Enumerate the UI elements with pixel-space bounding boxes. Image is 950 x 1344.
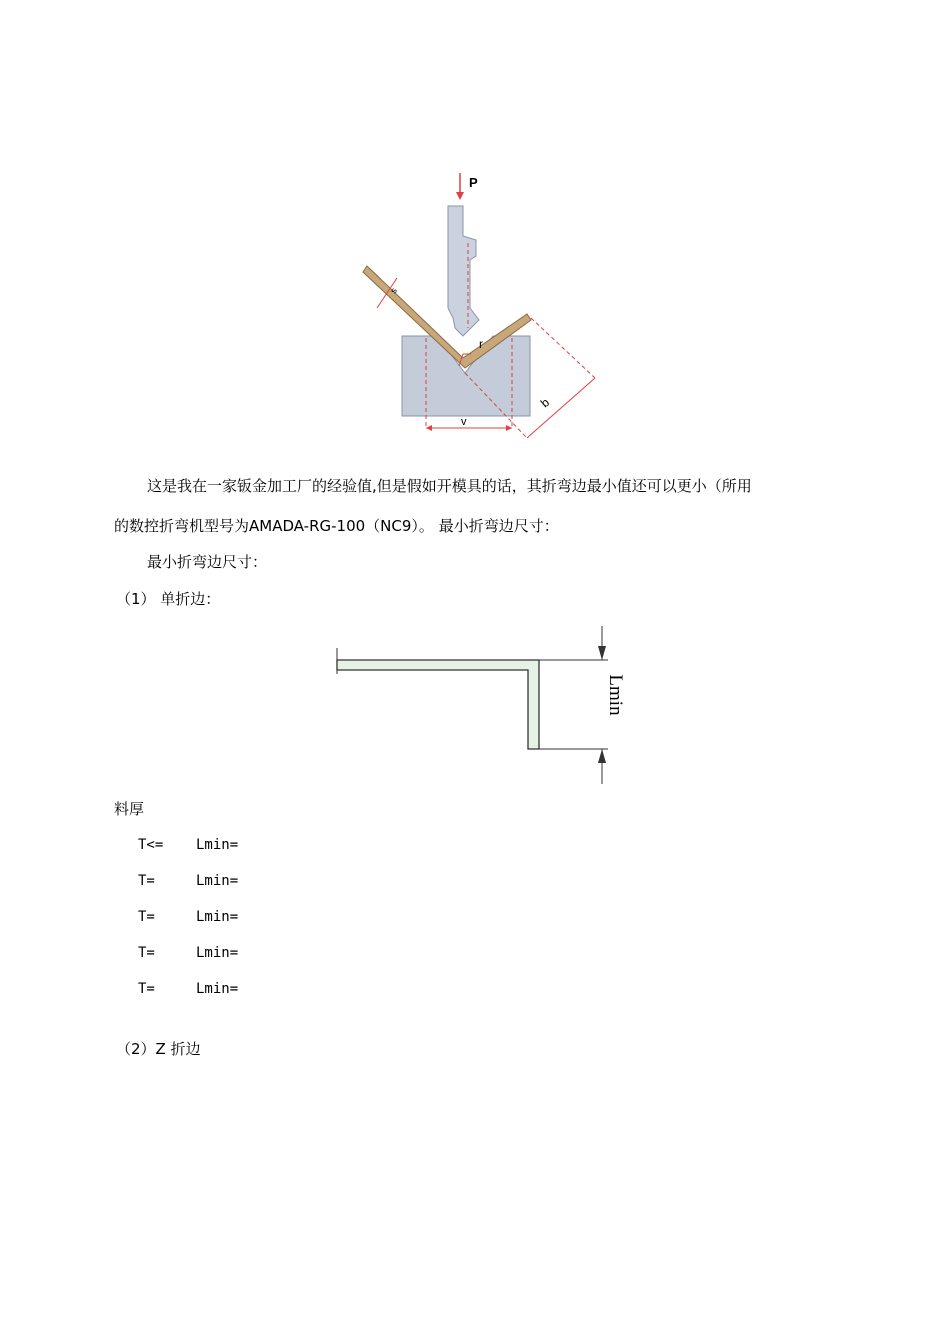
- paragraph-line-1: 这是我在一家钣金加工厂的经验值,但是假如开模具的话，其折弯边最小值还可以更小（所用: [147, 477, 752, 495]
- lmin-value: Lmin=: [196, 981, 239, 997]
- punch-tool: [448, 206, 479, 336]
- lmin-value: Lmin=: [196, 909, 239, 925]
- thickness-value: T=: [138, 981, 155, 997]
- lmin-value: Lmin=: [196, 873, 239, 889]
- paragraph-line-2: 的数控折弯机型号为AMADA-RG-100（NC9）。 最小折弯边尺寸：: [114, 517, 559, 535]
- flange-profile: [337, 660, 539, 749]
- thickness-value: T=: [138, 909, 155, 925]
- die-width-label: v: [461, 416, 467, 428]
- lmin-value: Lmin=: [196, 945, 239, 961]
- flange-length-label: b: [537, 395, 553, 411]
- thickness-value: T=: [138, 945, 155, 961]
- force-label: P: [469, 175, 478, 190]
- paragraph-line-3: 最小折弯边尺寸：: [147, 553, 268, 571]
- bending-diagram: [355, 168, 605, 448]
- single-flange-diagram: [330, 622, 630, 790]
- thickness-value: T=: [138, 873, 155, 889]
- thickness-header: 料厚: [114, 800, 145, 818]
- radius-label: r: [479, 337, 483, 351]
- die-block: [402, 336, 530, 416]
- section-1-title: （1） 单折边：: [116, 590, 221, 608]
- lmin-label: Lmin: [605, 674, 626, 716]
- thickness-value: T<=: [138, 837, 164, 853]
- lmin-value: Lmin=: [196, 837, 239, 853]
- thickness-label: s: [388, 286, 399, 295]
- section-2-title: （2）Z 折边: [116, 1040, 201, 1058]
